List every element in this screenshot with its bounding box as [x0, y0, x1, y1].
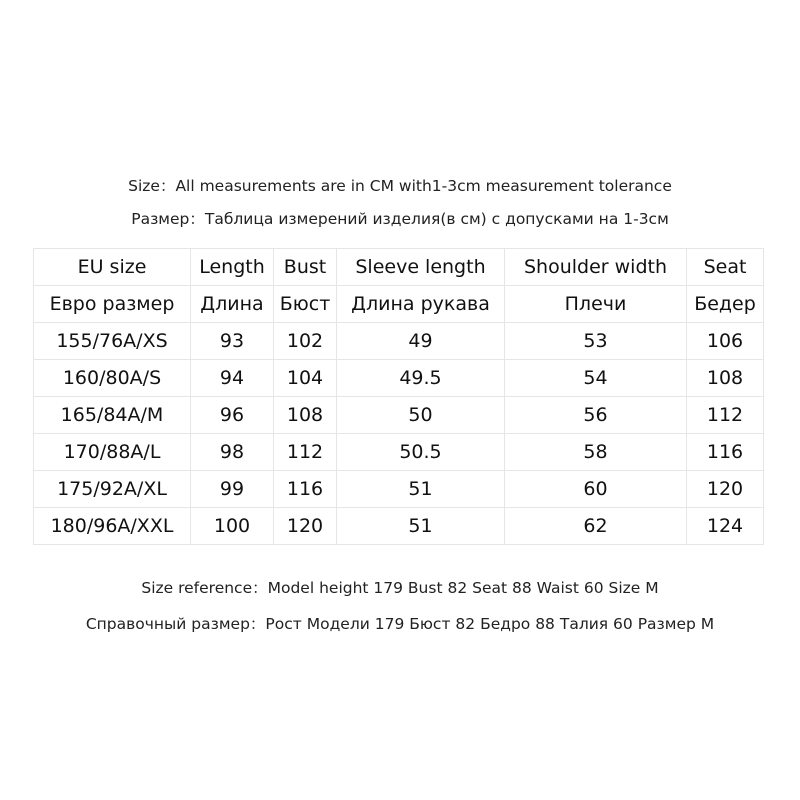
cell-sleeve-length: 49	[337, 323, 505, 360]
cell-sleeve-length: 50.5	[337, 434, 505, 471]
cell-shoulder-width: 60	[505, 471, 687, 508]
cell-sleeve-length: 49.5	[337, 360, 505, 397]
measurement-note-russian: Размер：Таблица измерений изделия(в см) с допусками на 1-3см	[131, 210, 669, 228]
header-seat: Seat	[687, 249, 764, 286]
cell-sleeve-length: 51	[337, 508, 505, 545]
table-row	[34, 360, 764, 397]
size-chart-table	[33, 248, 764, 545]
cell-seat: 106	[687, 323, 764, 360]
header-row-english	[34, 249, 764, 286]
header-shoulder-width: Shoulder width	[505, 249, 687, 286]
cell-shoulder-width: 53	[505, 323, 687, 360]
header-eu-size-ru: Евро размер	[34, 286, 191, 323]
model-reference-russian: Справочный размер：Рост Модели 179 Бюст 82 Бедро 88 Талия 60 Размер M	[85, 615, 715, 633]
cell-size: 155/76A/XS	[34, 323, 191, 360]
header-length-ru: Длина	[191, 286, 274, 323]
cell-bust: 104	[274, 360, 337, 397]
cell-shoulder-width: 56	[505, 397, 687, 434]
cell-sleeve-length: 51	[337, 471, 505, 508]
header-bust-ru: Бюст	[274, 286, 337, 323]
cell-size: 180/96A/XXL	[34, 508, 191, 545]
cell-bust: 116	[274, 471, 337, 508]
header-eu-size: EU size	[34, 249, 191, 286]
cell-seat: 124	[687, 508, 764, 545]
header-sleeve-length-ru: Длина рукава	[337, 286, 505, 323]
table-row	[34, 508, 764, 545]
table-row	[34, 397, 764, 434]
cell-seat: 116	[687, 434, 764, 471]
cell-length: 99	[191, 471, 274, 508]
cell-bust: 120	[274, 508, 337, 545]
cell-length: 98	[191, 434, 274, 471]
model-reference-english: Size reference：Model height 179 Bust 82 Seat 88 Waist 60 Size M	[141, 579, 659, 597]
cell-size: 160/80A/S	[34, 360, 191, 397]
cell-sleeve-length: 50	[337, 397, 505, 434]
cell-bust: 102	[274, 323, 337, 360]
header-shoulder-width-ru: Плечи	[505, 286, 687, 323]
header-sleeve-length: Sleeve length	[337, 249, 505, 286]
cell-length: 96	[191, 397, 274, 434]
cell-length: 93	[191, 323, 274, 360]
table-row	[34, 323, 764, 360]
cell-seat: 112	[687, 397, 764, 434]
header-bust: Bust	[274, 249, 337, 286]
cell-length: 94	[191, 360, 274, 397]
cell-bust: 108	[274, 397, 337, 434]
cell-size: 165/84A/M	[34, 397, 191, 434]
cell-seat: 120	[687, 471, 764, 508]
cell-size: 175/92A/XL	[34, 471, 191, 508]
cell-shoulder-width: 62	[505, 508, 687, 545]
measurement-note-english: Size：All measurements are in CM with1-3cm measurement tolerance	[128, 177, 672, 195]
cell-size: 170/88A/L	[34, 434, 191, 471]
cell-shoulder-width: 58	[505, 434, 687, 471]
cell-shoulder-width: 54	[505, 360, 687, 397]
header-length: Length	[191, 249, 274, 286]
cell-bust: 112	[274, 434, 337, 471]
table-row	[34, 434, 764, 471]
cell-length: 100	[191, 508, 274, 545]
table-row	[34, 471, 764, 508]
cell-seat: 108	[687, 360, 764, 397]
header-row-russian	[34, 286, 764, 323]
header-seat-ru: Бедер	[687, 286, 764, 323]
